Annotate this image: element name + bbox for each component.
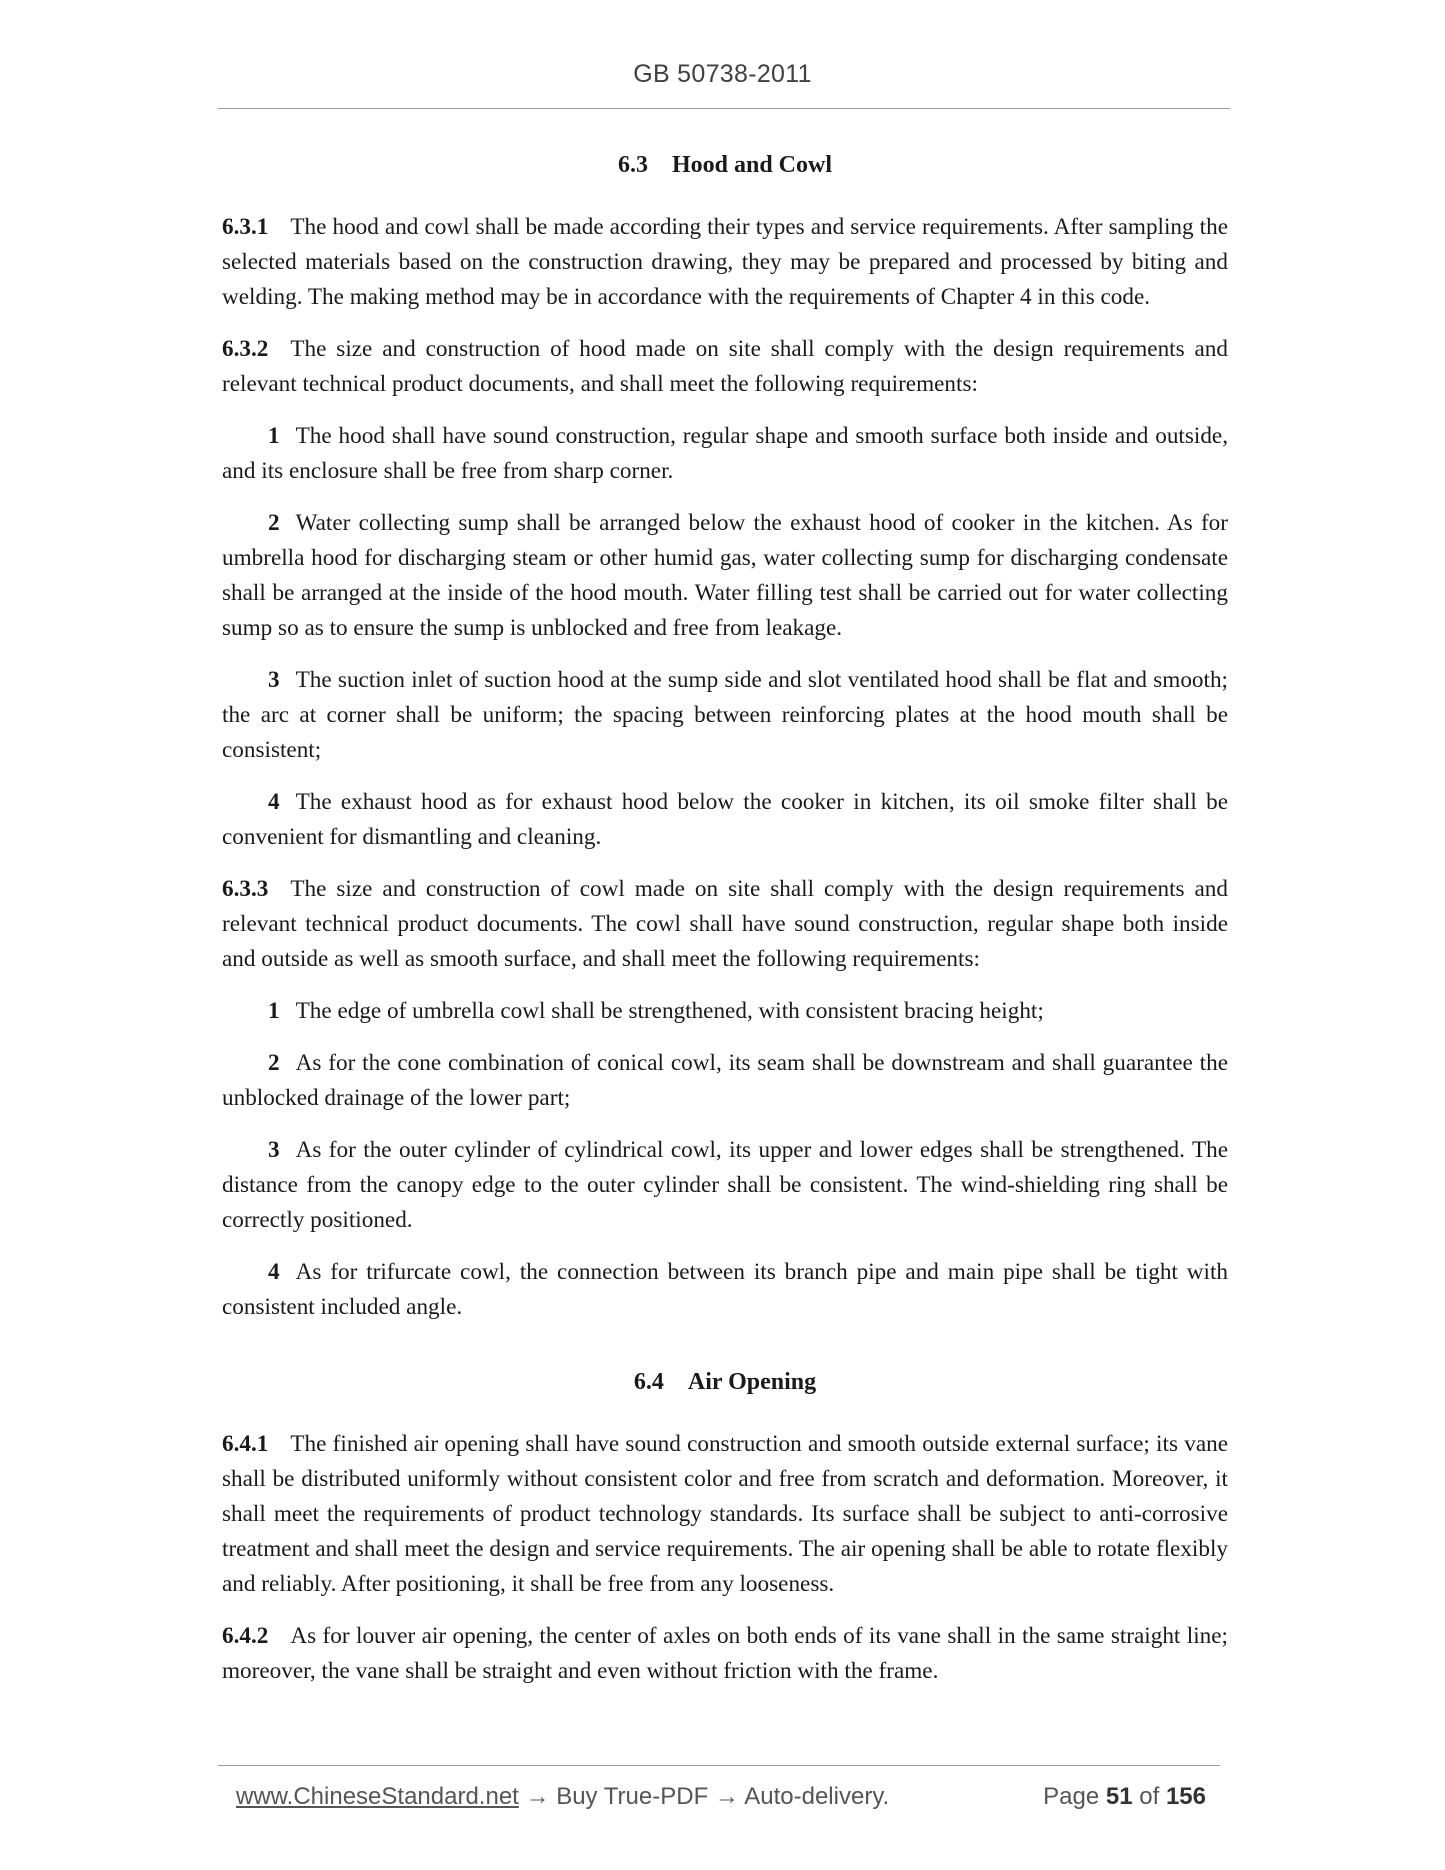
- item-number: 3: [268, 667, 280, 693]
- clause-number: 6.3.1: [222, 214, 269, 240]
- item-text: The hood shall have sound construction, regular shape and smooth surface both inside and outside, and its enclosure shall be free from sharp corner.: [222, 423, 1228, 484]
- page-footer: [236, 1783, 1206, 1811]
- item-text: Water collecting sump shall be arranged below the exhaust hood of cooker in the kitchen. As for umbrella hood for discharging steam or other humid gas, water collecting sump for discharging condensate shall be arranged at the inside of the hood mouth. Water filling test shall be carried out for water collecting sump so as to ensure the sump is unblocked and free from leakage.: [222, 510, 1228, 641]
- section-number: 6.3: [617, 152, 648, 178]
- item-text: The suction inlet of suction hood at the sump side and slot ventilated hood shall be flat and smooth; the arc at corner shall be uniform; the spacing between reinforcing plates at the hood mouth shall be consistent;: [222, 667, 1228, 763]
- header-divider: [218, 108, 1230, 109]
- item-text: As for the outer cylinder of cylindrical cowl, its upper and lower edges shall be strengthened. The distance from the canopy edge to the outer cylinder shall be consistent. The wind-shielding ring shall be correctly positioned.: [222, 1137, 1228, 1233]
- clause-6-3-2-item-1: [222, 419, 1228, 489]
- document-body: [222, 148, 1228, 1689]
- section-title-text: Hood and Cowl: [671, 152, 833, 178]
- item-number: 2: [268, 510, 280, 536]
- section-number: 6.4: [633, 1369, 664, 1395]
- clause-6-3-3-item-3: [222, 1133, 1228, 1238]
- item-text: The edge of umbrella cowl shall be strengthened, with consistent bracing height;: [295, 998, 1044, 1024]
- item-text: As for the cone combination of conical cowl, its seam shall be downstream and shall guarantee the unblocked drainage of the lower part;: [222, 1050, 1228, 1111]
- section-title-6-4: [222, 1365, 1228, 1400]
- page-label: Page: [1043, 1783, 1100, 1810]
- clause-text: The size and construction of hood made on site shall comply with the design requirements and relevant technical product documents, and shall meet the following requirements:: [222, 336, 1228, 397]
- arrow-icon: →: [525, 1783, 550, 1810]
- clause-text: As for louver air opening, the center of axles on both ends of its vane shall in the same straight line; moreover, the vane shall be straight and even without friction with the frame.: [222, 1623, 1228, 1684]
- clause-6-3-3: [222, 872, 1228, 977]
- clause-6-4-2: [222, 1619, 1228, 1689]
- clause-number: 6.3.3: [222, 876, 269, 902]
- item-text: The exhaust hood as for exhaust hood below the cooker in kitchen, its oil smoke filter shall be convenient for dismantling and cleaning.: [222, 789, 1228, 850]
- clause-number: 6.4.1: [222, 1431, 269, 1457]
- item-text: As for trifurcate cowl, the connection between its branch pipe and main pipe shall be tight with consistent included angle.: [222, 1259, 1228, 1320]
- item-number: 3: [268, 1137, 280, 1163]
- page-indicator: [1043, 1783, 1206, 1811]
- clause-6-3-3-item-1: [222, 994, 1228, 1029]
- clause-number: 6.3.2: [222, 336, 269, 362]
- item-number: 4: [268, 789, 280, 815]
- clause-number: 6.4.2: [222, 1623, 269, 1649]
- clause-6-3-1: [222, 210, 1228, 315]
- auto-delivery-text: Auto-delivery.: [744, 1783, 890, 1810]
- section-title-6-3: [222, 148, 1228, 183]
- footer-divider: [218, 1765, 1220, 1766]
- item-number: 1: [268, 998, 280, 1024]
- clause-text: The hood and cowl shall be made according their types and service requirements. After sampling the selected materials based on the construction drawing, they may be prepared and processed by biting and welding. The making method may be in accordance with the requirements of Chapter 4 in this code.: [222, 214, 1228, 310]
- website-link[interactable]: www.ChineseStandard.net: [236, 1783, 519, 1810]
- of-label: of: [1139, 1783, 1160, 1810]
- clause-6-3-2-item-3: [222, 663, 1228, 768]
- item-number: 1: [268, 423, 280, 449]
- clause-6-3-2-item-2: [222, 506, 1228, 646]
- clause-text: The size and construction of cowl made on site shall comply with the design requirements and relevant technical product documents. The cowl shall have sound construction, regular shape both inside and outside as well as smooth surface, and shall meet the following requirements:: [222, 876, 1228, 972]
- clause-6-3-3-item-2: [222, 1046, 1228, 1116]
- arrow-icon: →: [714, 1783, 739, 1810]
- clause-6-3-2: [222, 332, 1228, 402]
- section-title-text: Air Opening: [687, 1369, 817, 1395]
- item-number: 2: [268, 1050, 280, 1076]
- page-header: GB 50738-2011: [633, 60, 812, 88]
- total-pages: 156: [1165, 1783, 1206, 1810]
- clause-6-3-2-item-4: [222, 785, 1228, 855]
- page-number: 51: [1105, 1783, 1133, 1810]
- buy-true-pdf-text: Buy True-PDF: [556, 1783, 709, 1810]
- clause-6-4-1: [222, 1427, 1228, 1602]
- clause-6-3-3-item-4: [222, 1255, 1228, 1325]
- item-number: 4: [268, 1259, 280, 1285]
- clause-text: The finished air opening shall have sound construction and smooth outside external surface; its vane shall be distributed uniformly without consistent color and free from scratch and deformation. Moreover, it shall meet the requirements of product technology standards. Its surface shall be subject to anti-corrosive treatment and shall meet the design and service requirements. The air opening shall be able to rotate flexibly and reliably. After positioning, it shall be free from any looseness.: [222, 1431, 1228, 1597]
